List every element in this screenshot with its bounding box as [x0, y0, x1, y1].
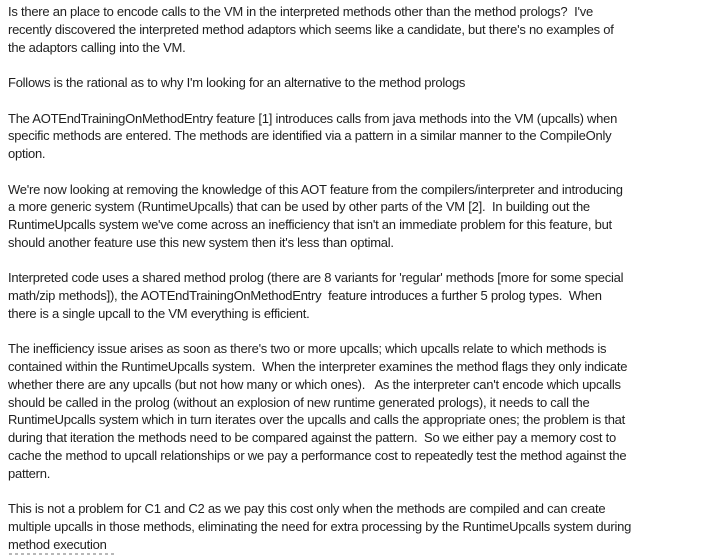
text-line: This is not a problem for C1 and C2 as we pay this cost only when the methods are compiled and can create [8, 501, 606, 516]
text-line: contained within the RuntimeUpcalls system. When the interpreter examines the method flags they only indicate [8, 359, 628, 374]
paragraph-1 [8, 3, 703, 56]
paragraph-3 [8, 110, 703, 163]
text-line: Interpreted code uses a shared method prolog (there are 8 variants for 'regular' methods [more for some special [8, 270, 624, 286]
text-line: specific methods are entered. The methods are identified via a pattern in a similar manner to the CompileOnly [8, 128, 612, 144]
text-line: multiple upcalls in those methods, eliminating the need for extra processing by the RuntimeUpcalls system during [8, 518, 632, 534]
paragraph-2 [8, 74, 703, 92]
text-line: option. [8, 146, 46, 161]
paragraph-6 [8, 340, 703, 482]
text-line: the adaptors calling into the VM. [8, 39, 186, 55]
paragraph-5 [8, 269, 703, 322]
text-line: RuntimeUpcalls system which in turn iterates over the upcalls and calls the appropriate ones; the problem is that [8, 412, 626, 428]
text-line: should another feature use this new system then it's less than optimal. [8, 234, 394, 250]
text-line: Is there an place to encode calls to the VM in the interpreted methods other than the method prologs? I've [8, 4, 593, 19]
text-line: recently discovered the interpreted method adaptors which seems like a candidate, but there's no examples of [8, 21, 614, 37]
text-line: pattern. [8, 465, 51, 481]
paragraph-7 [8, 500, 703, 553]
text-line: RuntimeUpcalls system we've come across an inefficiency that isn't an immediate problem for this feature, but [8, 217, 612, 232]
text-line: We're now looking at removing the knowledge of this AOT feature from the compilers/interpreter and introducing [8, 181, 623, 197]
clipped-text-line-fragment [9, 553, 115, 555]
text-line: The inefficiency issue arises as soon as there's two or more upcalls; which upcalls relate to which methods is [8, 341, 607, 357]
text-line: there is a single upcall to the VM everything is efficient. [8, 305, 310, 321]
text-line: whether there are any upcalls (but not how many or which ones). As the interpreter can't encode which upcalls [8, 376, 621, 392]
text-line: cache the method to upcall relationships or we pay a performance cost to repeatedly test the method against the [8, 447, 627, 463]
text-line: Follows is the rational as to why I'm looking for an alternative to the method prologs [8, 75, 466, 90]
paragraph-4 [8, 181, 703, 252]
text-line: method execution [8, 536, 107, 552]
text-line: should be called in the prolog (without an explosion of new runtime generated prologs), it needs to call the [8, 394, 590, 410]
text-line: during that iteration the methods need to be compared against the pattern. So we either pay a memory cost to [8, 430, 616, 445]
text-line: a more generic system (RuntimeUpcalls) that can be used by other parts of the VM [2]. In building out the [8, 199, 590, 215]
text-line: math/zip methods]), the AOTEndTrainingOnMethodEntry feature introduces a further 5 prolog types. When [8, 288, 602, 303]
text-line: The AOTEndTrainingOnMethodEntry feature [1] introduces calls from java methods into the VM (upcalls) when [8, 110, 618, 126]
paragraph-list [8, 3, 703, 553]
